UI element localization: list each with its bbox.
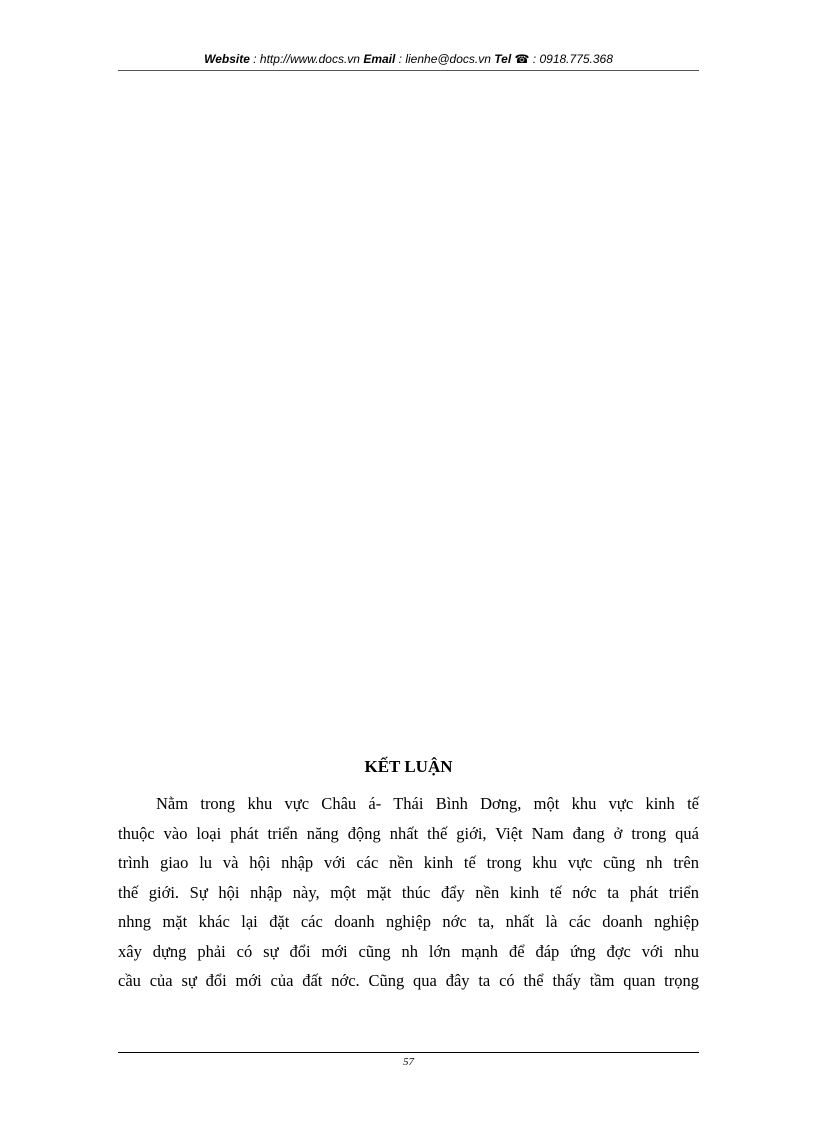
- page-number: 57: [403, 1056, 414, 1068]
- paragraph-line: xây dựng phải có sự đổi mới cũng nh lớn mạnh để đáp ứng đợc với nhu: [118, 941, 699, 961]
- tel-label: Tel: [494, 52, 512, 66]
- paragraph-line: cầu của sự đổi mới của đất nớc. Cũng qua đây ta có thể thấy tầm quan trọng: [118, 971, 699, 990]
- section-title: KẾT LUẬN: [364, 757, 453, 776]
- tel-separator: :: [529, 52, 540, 66]
- phone-icon: ☎: [514, 52, 530, 66]
- header-divider: [118, 70, 699, 71]
- paragraph-line: thế giới. Sự hội nhập này, một mặt thúc đẩy nền kinh tế nớc ta phát triển: [118, 882, 699, 902]
- page-header: [118, 50, 699, 68]
- tel-number: 0918.775.368: [539, 52, 613, 66]
- conclusion-paragraph: [118, 789, 699, 996]
- paragraph-line: thuộc vào loại phát triển năng động nhất thế giới, Việt Nam đang ở trong quá: [118, 823, 699, 843]
- email-separator: :: [395, 52, 406, 66]
- paragraph-line: nhng mặt khác lại đặt các doanh nghiệp nớc ta, nhất là các doanh nghiệp: [118, 912, 699, 931]
- website-url: http://www.docs.vn: [259, 52, 360, 66]
- footer-divider: [118, 1052, 699, 1053]
- website-separator: :: [249, 52, 260, 66]
- email-address: lienhe@docs.vn: [405, 52, 491, 66]
- paragraph-line: trình giao lu và hội nhập với các nền kinh tế trong khu vực cũng nh trên: [118, 853, 699, 872]
- email-label: Email: [363, 52, 396, 66]
- website-label: Website: [204, 52, 250, 66]
- paragraph-line: Nằm trong khu vực Châu á- Thái Bình Dơng, một khu vực kinh tế: [156, 794, 699, 813]
